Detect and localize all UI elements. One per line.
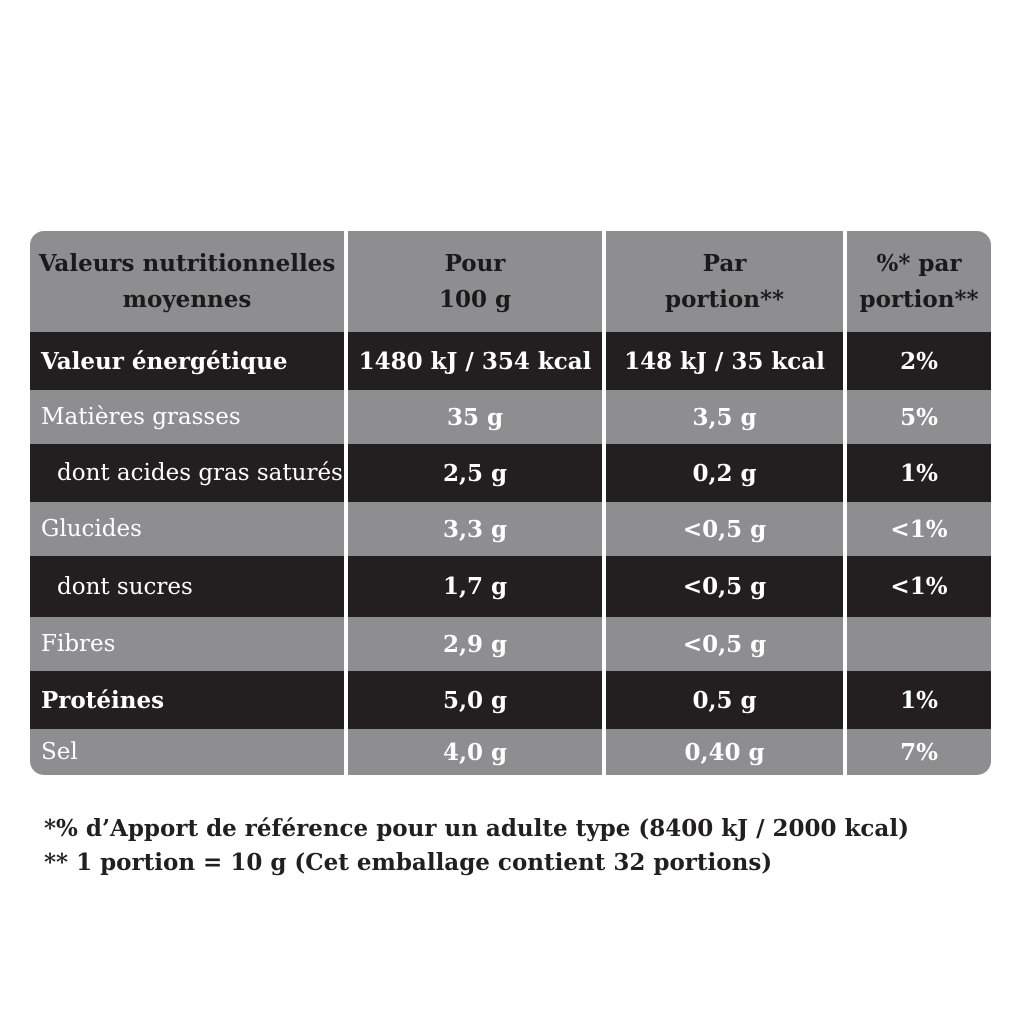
header-line: Pour (444, 249, 506, 277)
nutrient-label: Fibres (30, 617, 344, 671)
footnotes (44, 812, 909, 880)
value-percent-ri: 2% (847, 332, 991, 390)
value-percent-ri: 7% (847, 729, 991, 775)
nutrient-label: Valeur énergétique (30, 332, 344, 390)
value-per-100g: 1,7 g (348, 556, 602, 617)
value-per-portion: 148 kJ / 35 kcal (606, 332, 843, 390)
nutrient-label: dont sucres (30, 556, 344, 617)
header-line: %* par (876, 249, 962, 277)
value-per-100g: 2,9 g (348, 617, 602, 671)
value-per-portion: 3,5 g (606, 390, 843, 444)
value-percent-ri: 5% (847, 390, 991, 444)
nutrient-label: dont acides gras saturés (30, 444, 344, 502)
footnote-reference-intake: *% d’Apport de référence pour un adulte type (8400 kJ / 2000 kcal) (44, 815, 909, 842)
value-per-portion: <0,5 g (606, 502, 843, 556)
nutrient-label: Sel (30, 729, 344, 775)
value-per-100g: 5,0 g (348, 671, 602, 729)
value-per-100g: 2,5 g (348, 444, 602, 502)
nutrition-grid (30, 231, 991, 775)
value-per-portion: 0,40 g (606, 729, 843, 775)
value-per-portion: 0,5 g (606, 671, 843, 729)
value-per-portion: <0,5 g (606, 617, 843, 671)
nutrient-label: Protéines (30, 671, 344, 729)
header-line: moyennes (122, 285, 252, 313)
value-per-portion: <0,5 g (606, 556, 843, 617)
header-per-100g (348, 231, 602, 332)
value-percent-ri: 1% (847, 444, 991, 502)
value-per-portion: 0,2 g (606, 444, 843, 502)
header-line: portion** (859, 285, 979, 313)
header-line: Par (702, 249, 747, 277)
footnote-portion-size: ** 1 portion = 10 g (Cet emballage contient 32 portions) (44, 849, 773, 876)
nutrient-label: Matières grasses (30, 390, 344, 444)
value-percent-ri: <1% (847, 502, 991, 556)
value-percent-ri: 1% (847, 671, 991, 729)
header-line: Valeurs nutritionnelles (38, 249, 336, 277)
value-per-100g: 3,3 g (348, 502, 602, 556)
value-per-100g: 4,0 g (348, 729, 602, 775)
nutrient-label: Glucides (30, 502, 344, 556)
value-percent-ri: <1% (847, 556, 991, 617)
header-line: 100 g (438, 285, 512, 313)
value-per-100g: 1480 kJ / 354 kcal (348, 332, 602, 390)
header-nutrient (30, 231, 344, 332)
header-per-portion (606, 231, 843, 332)
header-percent-ri (847, 231, 991, 332)
header-line: portion** (664, 285, 785, 313)
nutrition-table (30, 231, 991, 775)
value-per-100g: 35 g (348, 390, 602, 444)
value-percent-ri (847, 617, 991, 671)
